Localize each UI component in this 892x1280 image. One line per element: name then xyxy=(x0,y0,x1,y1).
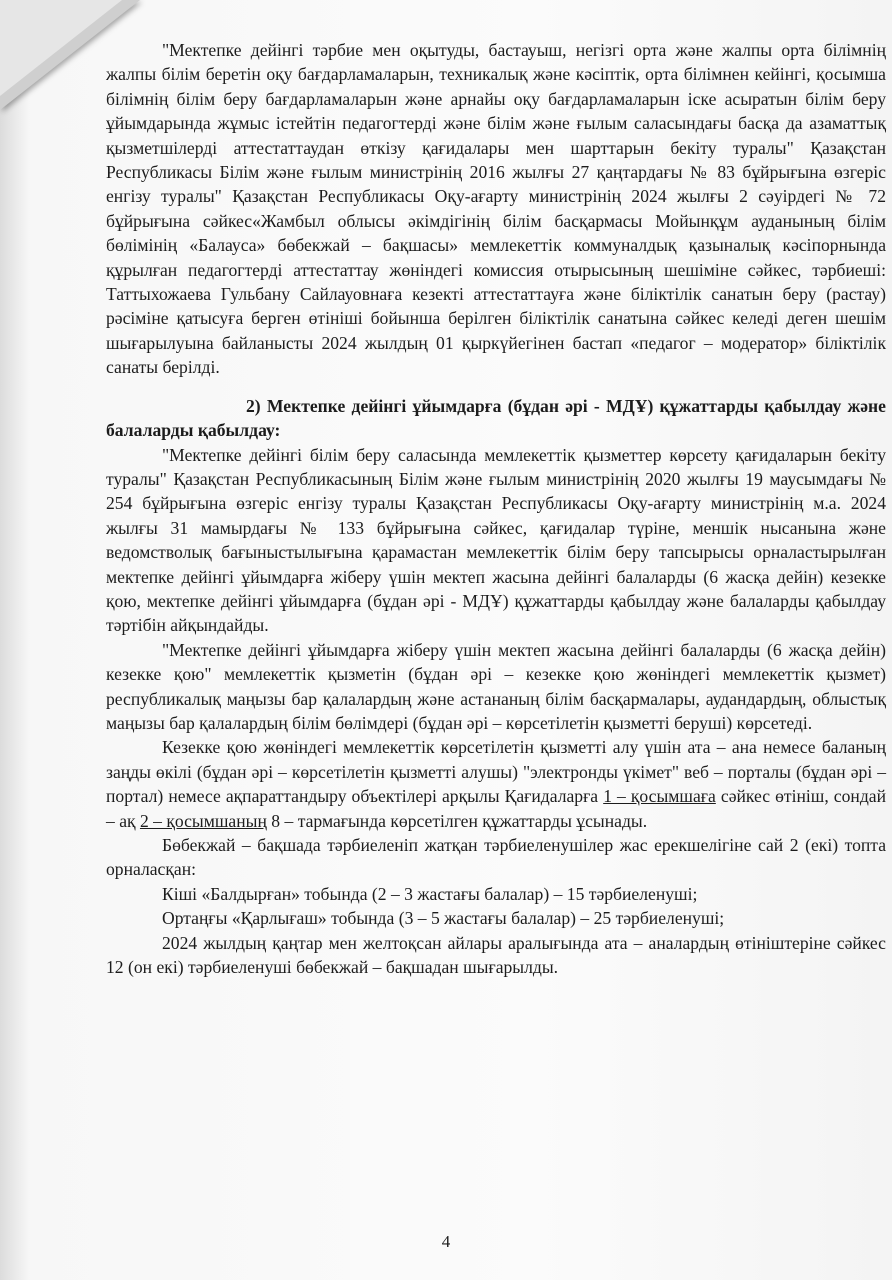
section-heading: 2) Мектепке дейінгі ұйымдарға (бұдан әрі - МДҰ) құжаттарды қабылдау және балаларды қабылдау: xyxy=(106,395,886,441)
paragraph-attestation: "Мектепке дейінгі тәрбие мен оқытуды, бастауыш, негізгі орта және жалпы орта білімнің жалпы білім беретін оқу бағдарламаларын, техникалық және кәсіптік, орта білімнен кейінгі, қосымша білімнің білім беру бағдарламаларын және арнайы оқу бағдарламаларын іске асыратын білім беру ұйымдарында жұмыс істейтін педагогтерді және білім және ғылым саласындағы басқа да азаматтық қызметшілерді аттестаттаудан өткізу қағидалары мен шарттарын бекіту туралы" Қазақстан Республикасы Білім және ғылым министрінің 2016 жылғы 27 қаңтардағы № 83 бұйрығына өзгеріс енгізу туралы" Қазақстан Республикасы Оқу-ағарту министрінің 2024 жылғы 2 сәуірдегі № 72 бұйрығына сәйкес«Жамбыл облысы әкімдігінің білім басқармасы Мойынқұм ауданының білім бөлімінің «Балауса» бөбекжай – бақшасы» мемлекеттік коммуналдық қазыналық кәсіпорнында құрылған педагогтерді аттестаттау жөніндегі комиссия отырысының шешіміне сәйкес, тәрбиеші: Таттыхожаева Гульбану Сайлауовнаға кезекті аттестаттауға және біліктілік санатын беру (растау) рәсіміне қатысуға берген өтініші бойынша берілген біліктілік санатына сәйкес келеді деген шешім шығарылуына байланысты 2024 жылдың 01 қыркүйегінен бастап «педагог – модератор» біліктілік санаты берілді. xyxy=(106,40,886,378)
paragraph-queue-service: "Мектепке дейінгі ұйымдарға жіберу үшін мектеп жасына дейінгі балаларды (6 жасқа дейін) кезекке қою" мемлекеттік қызметін (бұдан әрі – кезекке қою жөніндегі мемлекеттік қызмет) республикалық маңызы бар қалалардың және астананың білім басқармалары, аудандардың, облыстық маңызы бар қалалардың білім бөлімдері (бұдан әрі – көрсетілетін қызметті беруші) көрсетеді. xyxy=(106,639,886,733)
paragraph-documents-text-before: Кезекке қою жөніндегі мемлекеттік көрсетілетін қызметті алу үшін ата – ана немесе баланың заңды өкілі (бұдан әрі – көрсетілетін қызметті алушы) "электронды үкімет" веб – порталы (бұдан әрі – портал) немесе ақпараттандыру объектілері арқылы Қағидаларға xyxy=(106,737,886,807)
page-number: 4 xyxy=(441,1232,451,1251)
paragraph-group-junior: Кіші «Балдырған» тобында (2 – 3 жастағы балалар) – 15 тәрбиеленуші; xyxy=(162,883,698,904)
folded-corner-highlight xyxy=(0,0,122,96)
paragraph-documents-text-middle: сәйкес өтініш, сондай – ақ xyxy=(106,786,887,831)
appendix-1-link[interactable]: 1 – қосымшаға xyxy=(603,786,716,807)
paragraph-documents-text-after: 8 – тармағында көрсетілген құжаттарды ұсынады. xyxy=(266,810,648,831)
paragraph-rules: "Мектепке дейінгі білім беру саласында мемлекеттік қызметтер көрсету қағидаларын бекіту туралы" Қазақстан Республикасының Білім және ғылым министрінің 2020 жылғы 19 маусымдағы № 254 бұйрығына өзгеріс енгізу туралы Қазақстан Республикасы Оқу-ағарту министрінің м.а. 2024 жылғы 31 мамырдағы № 133 бұйрығына сәйкес, қағидалар түріне, меншік нысанына және ведомстволық бағыныстылығына қарамастан мемлекеттік білім беру тапсырысы орналастырылған мектепке дейінгі ұйымдарға жіберу үшін мектеп жасына дейінгі балаларды (6 жасқа дейін) кезекке қою, мектепке дейінгі ұйымдарға (бұдан әрі - МДҰ) құжаттарды қабылдау және балаларды қабылдау тәртібін айқындайды. xyxy=(106,444,886,636)
paragraph-withdrawn: 2024 жылдың қаңтар мен желтоқсан айлары аралығында ата – аналардың өтініштеріне сәйкес 12 (он екі) тәрбиеленуші бөбекжай – бақшадан шығарылды. xyxy=(106,932,886,978)
appendix-2-link[interactable]: 2 – қосымшаның xyxy=(139,810,267,831)
paragraph-group-middle: Ортаңғы «Қарлығаш» тобында (3 – 5 жастағы балалар) – 25 тәрбиеленуші; xyxy=(162,908,725,929)
document-body xyxy=(106,38,886,979)
paragraph-documents xyxy=(106,735,886,833)
paragraph-groups: Бөбекжай – бақшада тәрбиеленіп жатқан тәрбиеленушілер жас ерекшелігіне сай 2 (екі) топта орналасқан: xyxy=(106,835,886,880)
